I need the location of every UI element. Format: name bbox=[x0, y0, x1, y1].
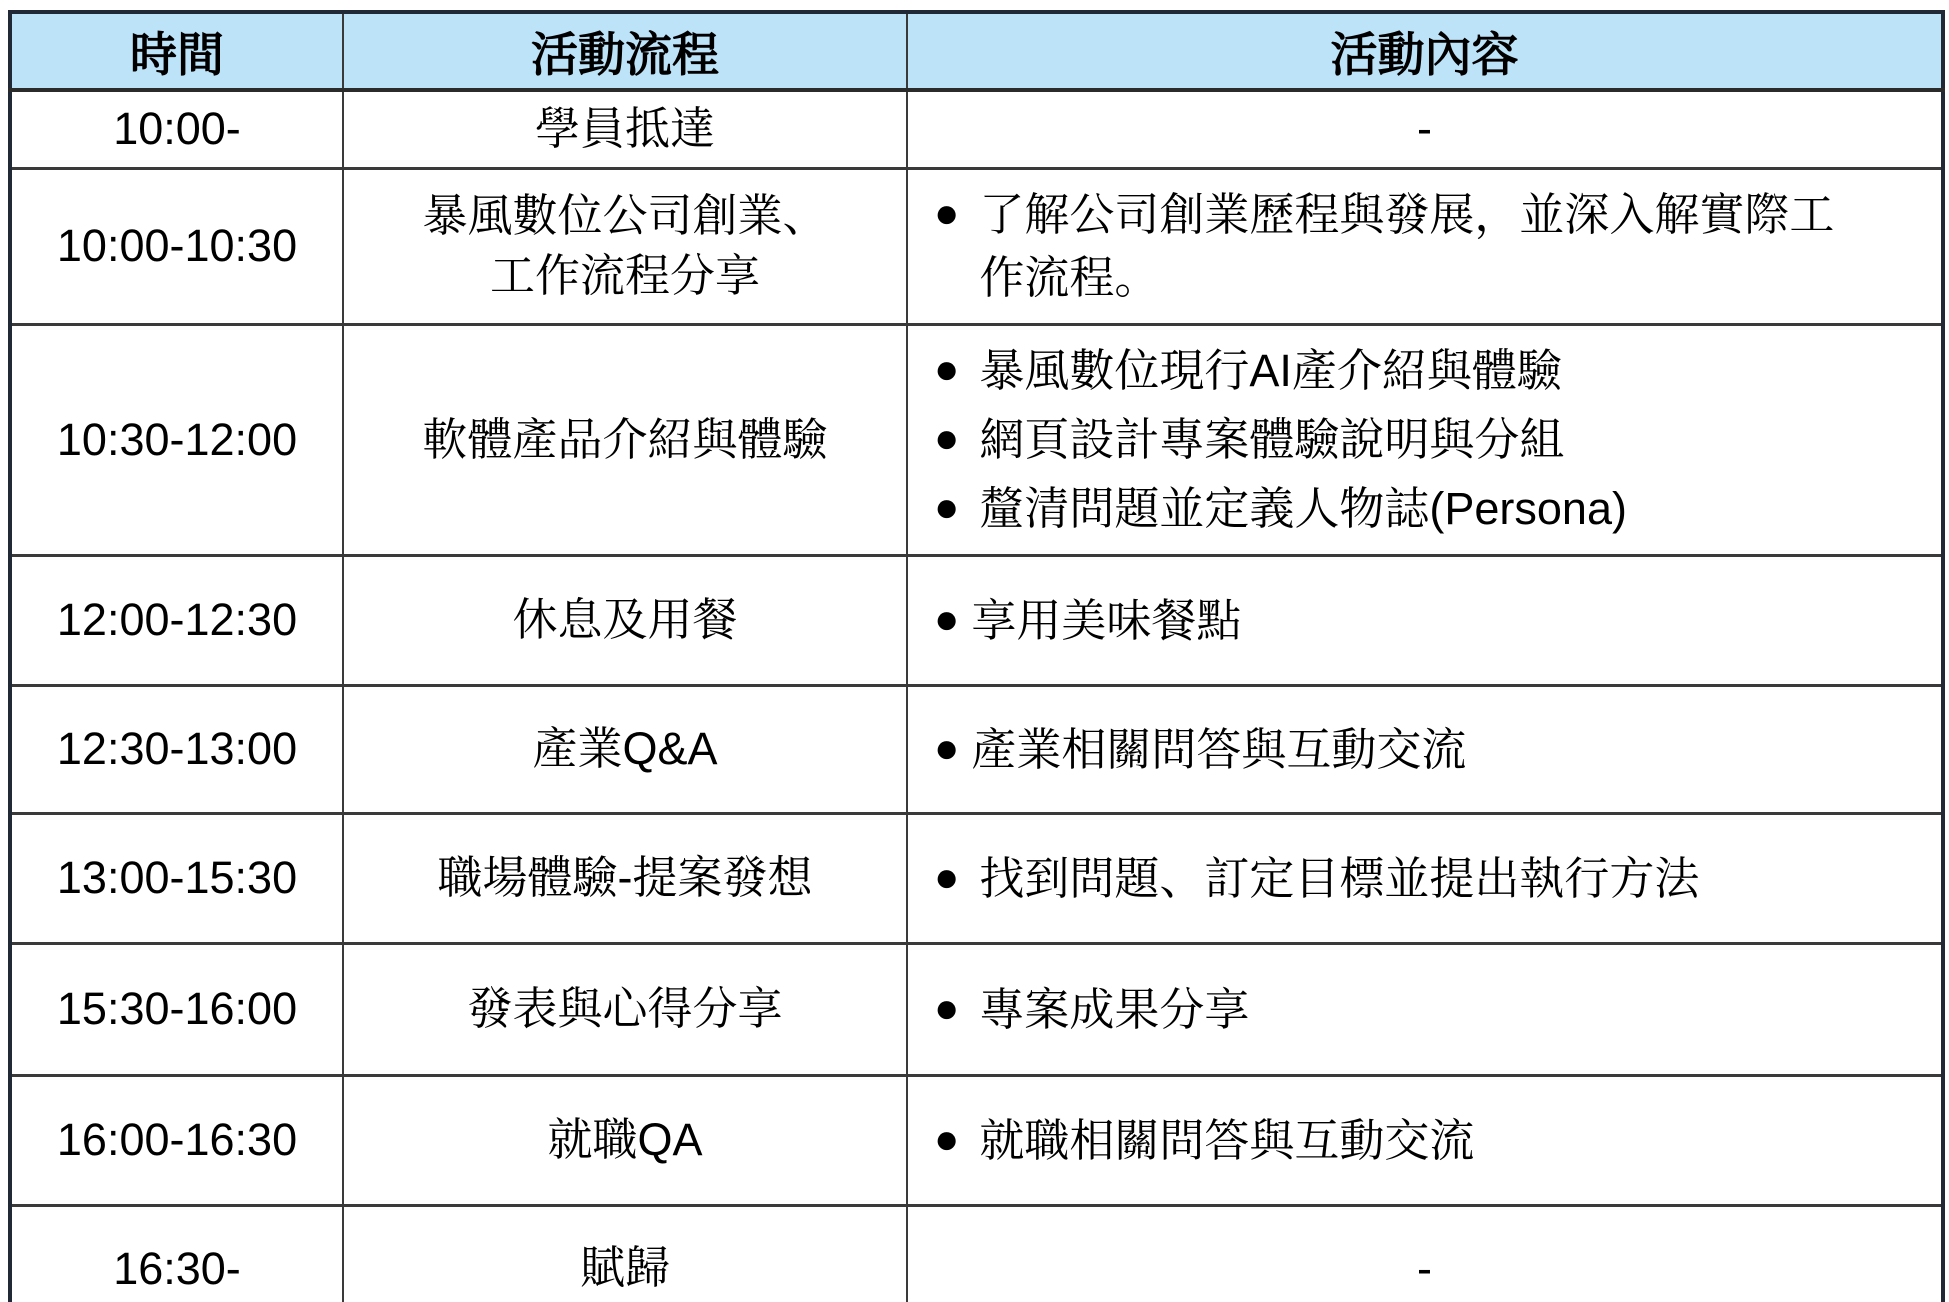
flow-cell bbox=[343, 90, 907, 168]
bullet-item bbox=[934, 339, 1923, 403]
bullet-text: 找到問題、訂定目標並提出執行方法 bbox=[979, 852, 1700, 904]
bullet-item bbox=[934, 978, 1923, 1042]
bullet-item bbox=[934, 408, 1923, 472]
bullet-icon: ● bbox=[934, 852, 960, 900]
bullet-icon: ● bbox=[934, 188, 960, 236]
bullet-item bbox=[934, 589, 1923, 653]
bullet-item bbox=[934, 1109, 1923, 1173]
bullet-icon: ● bbox=[934, 345, 960, 393]
flow-label: 軟體產品介紹與體驗 bbox=[422, 413, 828, 465]
bullet-text: 專案成果分享 bbox=[979, 983, 1250, 1035]
time-cell: 12:00-12:30 bbox=[10, 555, 343, 685]
bullet-item bbox=[934, 847, 1923, 911]
content-cell bbox=[907, 685, 1943, 813]
flow-label-line1: 暴風數位公司創業、 bbox=[422, 189, 828, 241]
content-cell: - bbox=[907, 1205, 1943, 1302]
bullet-item bbox=[934, 718, 1923, 782]
flow-label: 就職QA bbox=[547, 1114, 703, 1166]
table-row-company-intro bbox=[10, 168, 1943, 325]
flow-cell bbox=[343, 943, 907, 1075]
table-row-presentation bbox=[10, 943, 1943, 1075]
content-cell bbox=[907, 813, 1943, 943]
bullet-icon: ● bbox=[934, 594, 960, 642]
bullet-icon: ● bbox=[934, 723, 960, 771]
flow-label: 產業Q&A bbox=[532, 723, 718, 775]
flow-cell bbox=[343, 168, 907, 325]
table-row-employment-qa bbox=[10, 1075, 1943, 1205]
time-cell: 12:30-13:00 bbox=[10, 685, 343, 813]
bullet-item bbox=[934, 477, 1923, 541]
flow-label-line2: 工作流程分享 bbox=[489, 250, 760, 302]
table-row-product-intro bbox=[10, 325, 1943, 556]
bullet-text: 享用美味餐點 bbox=[971, 594, 1242, 646]
table-row-industry-qa bbox=[10, 685, 1943, 813]
content-cell bbox=[907, 1075, 1943, 1205]
bullet-text: 就職相關問答與互動交流 bbox=[979, 1114, 1475, 1166]
bullet-text: 產業相關問答與互動交流 bbox=[971, 723, 1467, 775]
bullet-item bbox=[934, 183, 1923, 311]
table-row-arrival bbox=[10, 90, 1943, 168]
bullet-text: 了解公司創業歷程與發展，並深入解實際工作流程。 bbox=[979, 188, 1835, 304]
time-cell: 10:00- bbox=[10, 90, 343, 168]
time-cell: 13:00-15:30 bbox=[10, 813, 343, 943]
bullet-icon: ● bbox=[934, 983, 960, 1031]
event-schedule-table bbox=[8, 10, 1945, 1302]
flow-cell bbox=[343, 685, 907, 813]
table-row-departure bbox=[10, 1205, 1943, 1302]
flow-cell bbox=[343, 555, 907, 685]
content-cell bbox=[907, 325, 1943, 556]
flow-cell bbox=[343, 325, 907, 556]
col-header-flow: 活動流程 bbox=[343, 12, 907, 90]
bullet-icon: ● bbox=[934, 1114, 960, 1162]
flow-cell bbox=[343, 1205, 907, 1302]
time-cell: 16:00-16:30 bbox=[10, 1075, 343, 1205]
col-header-time: 時間 bbox=[10, 12, 343, 90]
bullet-text: 網頁設計專案體驗說明與分組 bbox=[979, 414, 1565, 466]
bullet-icon: ● bbox=[934, 483, 960, 531]
flow-label: 賦歸 bbox=[579, 1242, 670, 1294]
header-row bbox=[10, 12, 1943, 90]
flow-label: 休息及用餐 bbox=[512, 594, 738, 646]
bullet-icon: ● bbox=[934, 414, 960, 462]
bullet-text: 釐清問題並定義人物誌(Persona) bbox=[979, 483, 1627, 535]
flow-cell bbox=[343, 1075, 907, 1205]
flow-label: 學員抵達 bbox=[534, 102, 715, 154]
content-cell bbox=[907, 943, 1943, 1075]
content-cell: - bbox=[907, 90, 1943, 168]
time-cell: 10:30-12:00 bbox=[10, 325, 343, 556]
flow-label: 發表與心得分享 bbox=[467, 983, 783, 1035]
bullet-text: 暴風數位現行AI產介紹與體驗 bbox=[979, 345, 1562, 397]
time-cell: 15:30-16:00 bbox=[10, 943, 343, 1075]
table-row-lunch bbox=[10, 555, 1943, 685]
table-row-workplace-proposal bbox=[10, 813, 1943, 943]
col-header-content: 活動內容 bbox=[907, 12, 1943, 90]
time-cell: 16:30- bbox=[10, 1205, 343, 1302]
time-cell: 10:00-10:30 bbox=[10, 168, 343, 325]
flow-label: 職場體驗-提案發想 bbox=[437, 852, 813, 904]
content-cell bbox=[907, 555, 1943, 685]
flow-cell bbox=[343, 813, 907, 943]
content-cell bbox=[907, 168, 1943, 325]
